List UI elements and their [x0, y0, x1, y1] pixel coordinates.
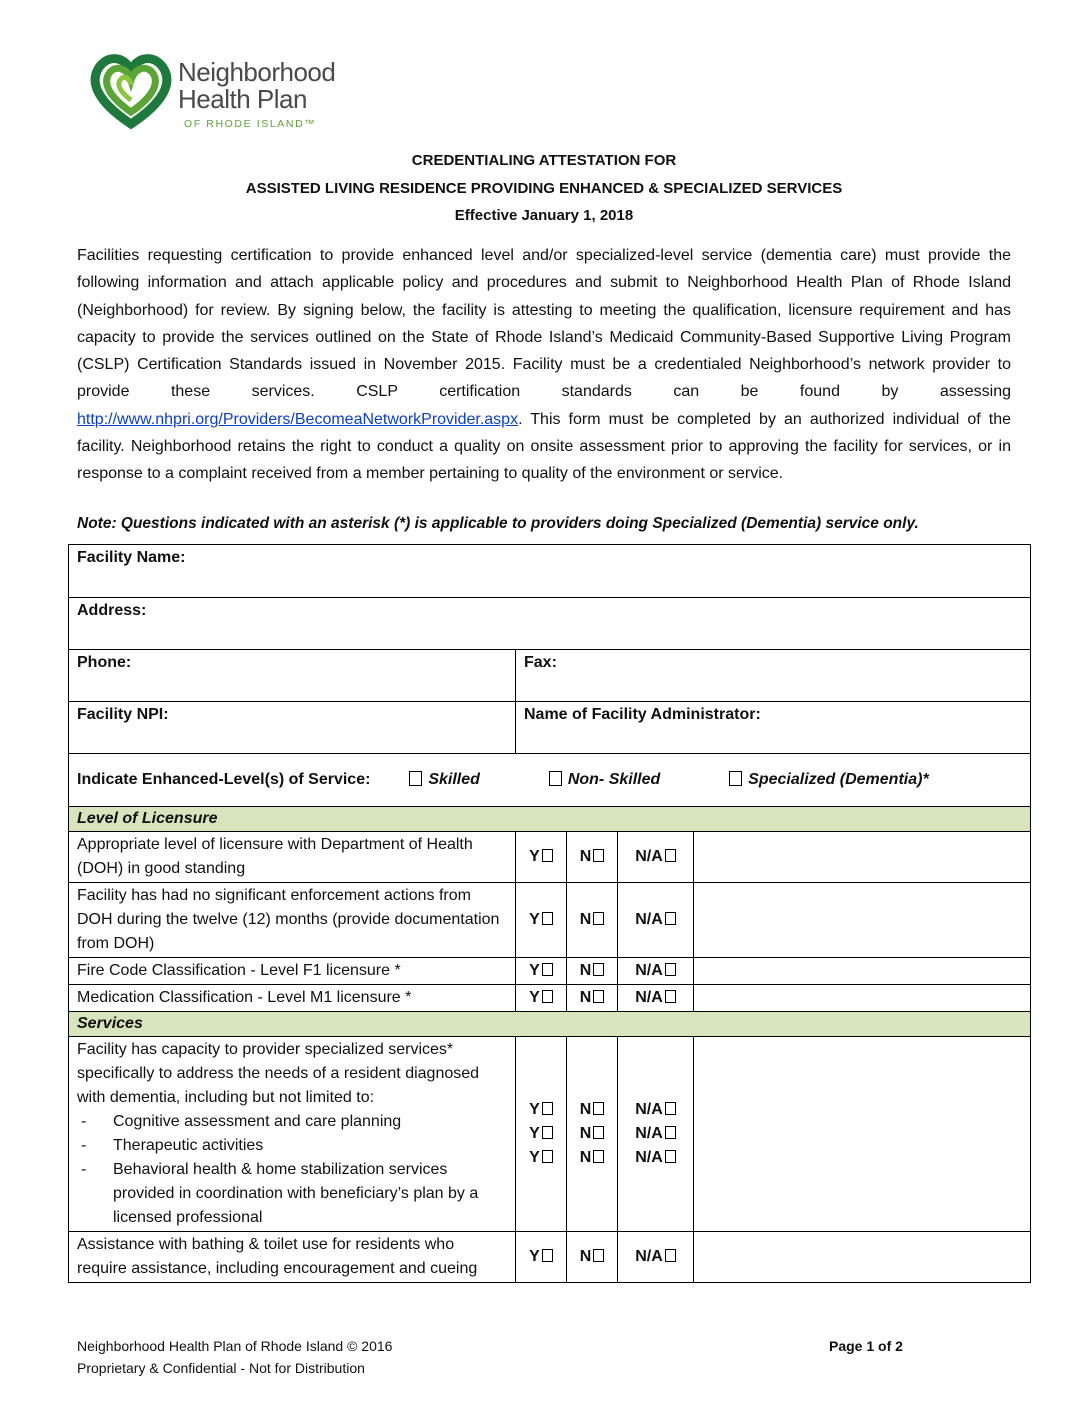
licensure-question: Appropriate level of licensure with Department of Health (DOH) in good standing — [69, 832, 516, 883]
no-checkbox[interactable] — [567, 832, 618, 883]
na-label: N/A — [635, 848, 663, 865]
na-checkbox[interactable] — [618, 958, 694, 985]
na-checkbox[interactable] — [618, 832, 694, 883]
footer-confidential: Proprietary & Confidential - Not for Distribution — [77, 1360, 365, 1376]
comment-cell[interactable] — [694, 1037, 1031, 1232]
yes-label: Y — [529, 1101, 540, 1118]
no-label: N — [579, 989, 592, 1006]
address-label: Address: — [77, 602, 147, 619]
na-label: N/A — [635, 1248, 663, 1265]
enhanced-level-row — [69, 754, 1031, 807]
specialized-option[interactable] — [729, 771, 929, 788]
yes-label: Y — [529, 1248, 540, 1265]
services-sublist — [77, 1110, 507, 1230]
comment-cell[interactable] — [694, 832, 1031, 883]
yes-label: Y — [529, 1149, 540, 1166]
services-question — [69, 1037, 516, 1232]
comment-cell[interactable] — [694, 883, 1031, 958]
skilled-option[interactable] — [409, 771, 480, 788]
phone-label: Phone: — [77, 654, 132, 671]
yes-checkbox[interactable] — [516, 1232, 567, 1283]
address-field[interactable] — [69, 598, 1031, 650]
services-question: Assistance with bathing & toilet use for residents who require assistance, including encouragement and cueing — [69, 1232, 516, 1283]
na-checkbox[interactable] — [618, 985, 694, 1012]
skilled-option-label: Skilled — [428, 771, 480, 788]
no-label: N — [579, 911, 592, 928]
yes-label: Y — [529, 989, 540, 1006]
na-label: N/A — [635, 1125, 663, 1142]
services-row — [69, 1232, 1031, 1283]
yes-checkbox[interactable] — [516, 958, 567, 985]
fax-label: Fax: — [524, 654, 557, 671]
yes-label: Y — [529, 911, 540, 928]
licensure-question: Medication Classification - Level M1 licensure * — [69, 985, 516, 1012]
na-label: N/A — [635, 1149, 663, 1166]
intro-text-before-link: Facilities requesting certification to provide enhanced level and/or specialized-level service (dementia care) must provide the following information and attach applicable policy and procedures and submit to Neighborhood Health Plan of Rhode Island (Neighborhood) for review. By signing below, the facility is attesting to meeting the qualification, licensure requirement and has capacity to provide the services outlined on the State of Rhode Island’s Medicaid Community-Based Supportive Living Program (CSLP) Certification Standards issued in November 2015. Facility must be a credentialed Neighborhood’s network provider to provide these services. CSLP certification standards can be found by assessing — [77, 247, 1011, 401]
section-header-licensure: Level of Licensure — [69, 807, 1031, 832]
na-checkbox[interactable] — [618, 1232, 694, 1283]
no-checkbox[interactable] — [567, 883, 618, 958]
facility-name-label: Facility Name: — [77, 549, 186, 566]
no-label: N — [579, 848, 592, 865]
list-item: - Cognitive assessment and care planning — [77, 1110, 507, 1134]
yes-checkbox[interactable] — [516, 832, 567, 883]
enhanced-level-label: Indicate Enhanced-Level(s) of Service: — [77, 771, 371, 788]
yes-checkbox[interactable] — [516, 985, 567, 1012]
na-checkbox-group[interactable] — [618, 1037, 694, 1232]
yes-checkbox-group[interactable] — [516, 1037, 567, 1232]
na-label: N/A — [635, 1101, 663, 1118]
attestation-form-table — [68, 544, 1031, 1283]
no-label: N — [579, 1125, 592, 1142]
npi-label: Facility NPI: — [77, 706, 169, 723]
footer-page-number: Page 1 of 2 — [829, 1338, 903, 1354]
administrator-label: Name of Facility Administrator: — [524, 706, 761, 723]
no-label: N — [579, 1101, 592, 1118]
footer-copyright: Neighborhood Health Plan of Rhode Island © 2016 — [77, 1338, 393, 1354]
yes-label: Y — [529, 962, 540, 979]
logo-text-line2: Health Plan — [178, 84, 307, 114]
no-checkbox[interactable] — [567, 958, 618, 985]
title-line3: Effective January 1, 2018 — [454, 207, 634, 224]
intro-paragraph — [77, 242, 1011, 488]
comment-cell[interactable] — [694, 1232, 1031, 1283]
na-label: N/A — [635, 962, 663, 979]
no-checkbox-group[interactable] — [567, 1037, 618, 1232]
npi-field[interactable] — [69, 702, 516, 754]
comment-cell[interactable] — [694, 985, 1031, 1012]
title-line2: ASSISTED LIVING RESIDENCE PROVIDING ENHANCED & SPECIALIZED SERVICES — [245, 180, 843, 197]
no-label: N — [579, 962, 592, 979]
logo-text-line3: OF RHODE ISLAND™ — [184, 118, 317, 130]
yes-label: Y — [529, 1125, 540, 1142]
list-item: - Therapeutic activities — [77, 1134, 507, 1158]
licensure-question: Facility has had no significant enforcement actions from DOH during the twelve (12) months (provide documentation from DOH) — [69, 883, 516, 958]
yes-checkbox[interactable] — [516, 883, 567, 958]
na-label: N/A — [635, 989, 663, 1006]
non-skilled-option[interactable] — [549, 771, 660, 788]
no-label: N — [579, 1248, 592, 1265]
fax-field[interactable] — [516, 650, 1031, 702]
asterisk-note: Note: Questions indicated with an asterisk (*) is applicable to providers doing Specialized (Dementia) service only. — [77, 515, 919, 532]
yes-label: Y — [529, 848, 540, 865]
facility-name-field[interactable] — [69, 545, 1031, 598]
services-row — [69, 1037, 1031, 1232]
licensure-question: Fire Code Classification - Level F1 licensure * — [69, 958, 516, 985]
non-skilled-option-label: Non- Skilled — [567, 771, 661, 788]
intro-text-after-link: . This form must be completed by an authorized individual of the facility. Neighborhood retains the right to conduct a quality on onsite assessment prior to approving the facility for services, or in response to a complaint received from a member pertaining to quality of the environment or service. — [77, 410, 1011, 483]
logo — [88, 52, 388, 138]
specialized-option-label: Specialized (Dementia)* — [748, 771, 929, 788]
comment-cell[interactable] — [694, 958, 1031, 985]
heart-logo-icon — [88, 52, 174, 132]
licensure-row — [69, 985, 1031, 1012]
specialized-services-intro: Facility has capacity to provider specialized services* specifically to address the needs of a resident diagnosed with dementia, including but not limited to: — [77, 1041, 480, 1106]
no-checkbox[interactable] — [567, 985, 618, 1012]
licensure-row — [69, 832, 1031, 883]
non-skilled-checkbox[interactable] — [549, 771, 562, 786]
phone-field[interactable] — [69, 650, 516, 702]
na-checkbox[interactable] — [618, 883, 694, 958]
skilled-checkbox[interactable] — [409, 771, 422, 786]
na-label: N/A — [635, 911, 663, 928]
administrator-field[interactable] — [516, 702, 1031, 754]
list-item: - Behavioral health & home stabilization services provided in coordination with beneficiary’s plan by a licensed professional — [77, 1158, 507, 1230]
no-checkbox[interactable] — [567, 1232, 618, 1283]
no-label: N — [579, 1149, 592, 1166]
licensure-row — [69, 883, 1031, 958]
licensure-row — [69, 958, 1031, 985]
logo-text-line1: Neighborhood — [178, 57, 336, 87]
section-header-services: Services — [69, 1012, 1031, 1037]
specialized-checkbox[interactable] — [729, 771, 742, 786]
cslp-standards-link[interactable]: http://www.nhpri.org/Providers/BecomeaNetworkProvider.aspx — [77, 410, 519, 428]
title-line1: CREDENTIALING ATTESTATION FOR — [411, 152, 677, 169]
